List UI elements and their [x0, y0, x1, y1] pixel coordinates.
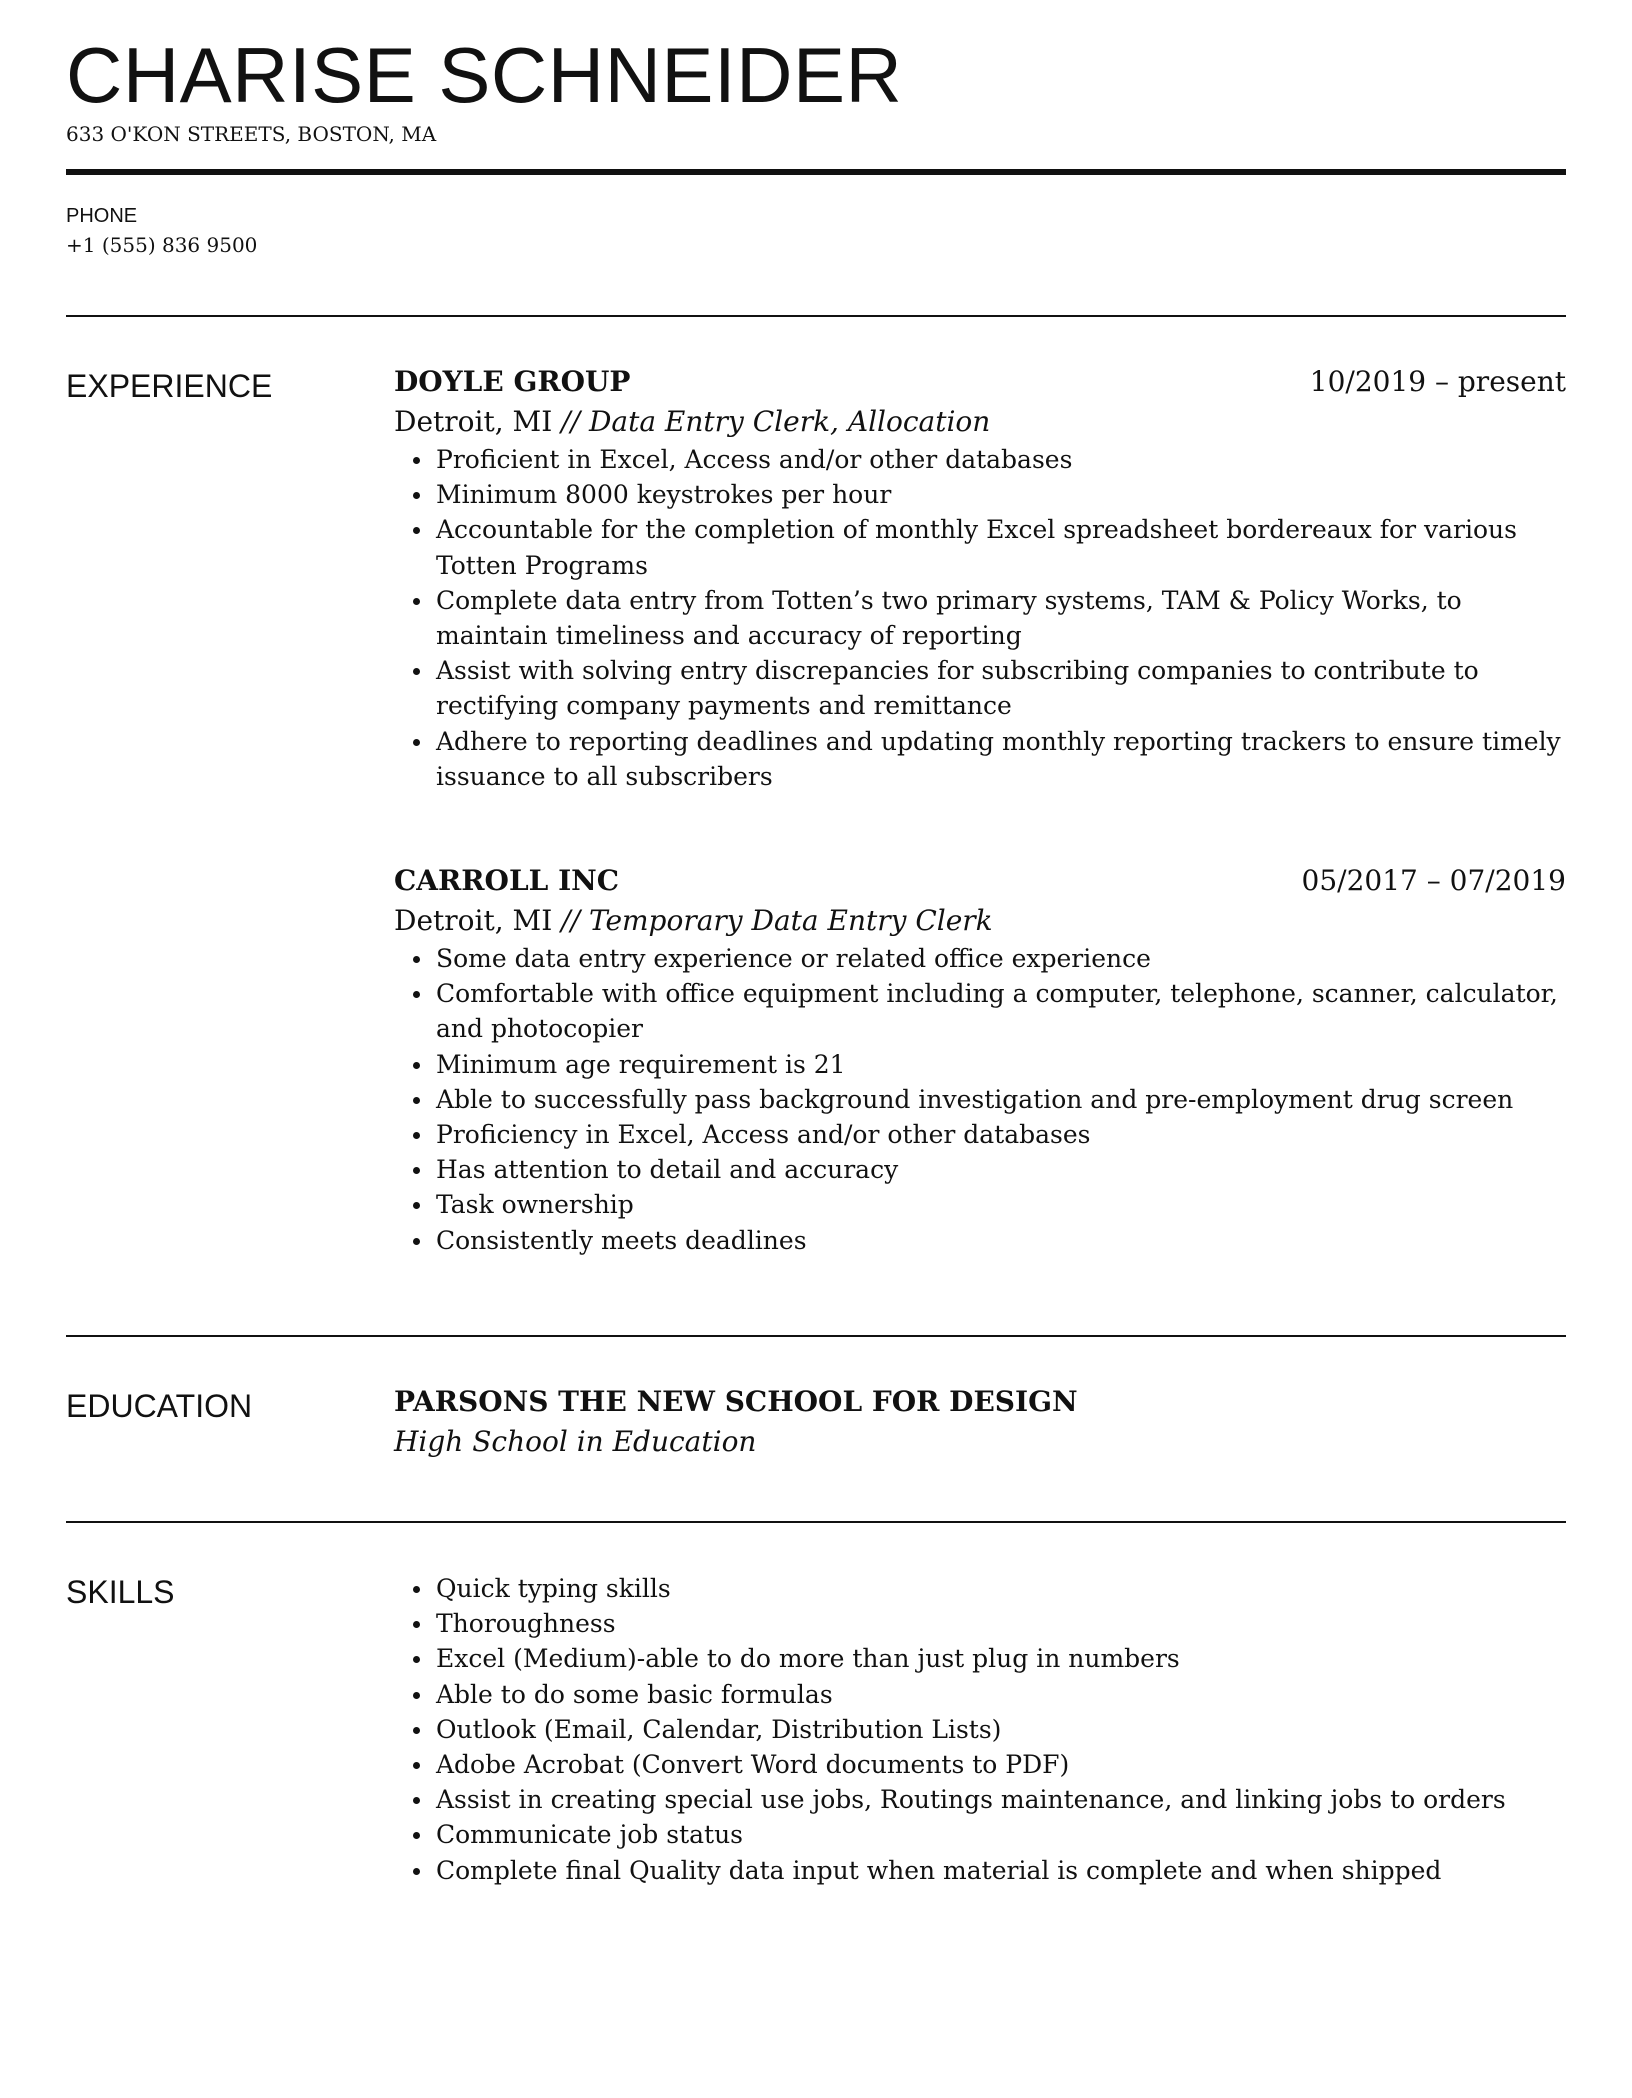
skill-item: Assist in creating special use jobs, Routings maintenance, and linking jobs to orders — [394, 1782, 1566, 1817]
job-entry — [394, 861, 1566, 1258]
skill-item: Thoroughness — [394, 1606, 1566, 1641]
job-role: Data Entry Clerk, Allocation — [588, 405, 991, 438]
candidate-name: CHARISE SCHNEIDER — [66, 31, 903, 119]
job-subtitle — [394, 402, 1566, 442]
job-header — [394, 861, 1566, 901]
job-bullet: Complete data entry from Totten’s two primary systems, TAM & Policy Works, to maintain timeliness and accuracy of reporting — [394, 583, 1566, 653]
job-bullet: Assist with solving entry discrepancies for subscribing companies to contribute to rectifying company payments and remittance — [394, 653, 1566, 723]
section-divider — [66, 1521, 1566, 1523]
job-separator: // — [552, 904, 589, 937]
skill-item: Adobe Acrobat (Convert Word documents to PDF) — [394, 1747, 1566, 1782]
job-bullet: Minimum 8000 keystrokes per hour — [394, 477, 1566, 512]
skill-item: Excel (Medium)-able to do more than just plug in numbers — [394, 1641, 1566, 1676]
education-entry — [394, 1382, 1566, 1462]
job-company: DOYLE GROUP — [394, 365, 631, 398]
job-subtitle — [394, 901, 1566, 941]
school-name: PARSONS THE NEW SCHOOL FOR DESIGN — [394, 1385, 1078, 1418]
job-bullet: Task ownership — [394, 1187, 1566, 1222]
job-separator: // — [552, 405, 589, 438]
header-divider — [66, 169, 1566, 175]
job-bullet-list — [394, 442, 1566, 794]
job-bullet: Comfortable with office equipment including a computer, telephone, scanner, calculator, and photocopier — [394, 976, 1566, 1046]
skills-entry — [394, 1571, 1566, 1888]
skill-item: Able to do some basic formulas — [394, 1677, 1566, 1712]
skills-section-title: SKILLS — [66, 1574, 175, 1610]
contact-label: PHONE — [66, 205, 138, 227]
job-header — [394, 362, 1566, 402]
job-entry — [394, 362, 1566, 794]
section-divider — [66, 315, 1566, 317]
job-dates: 10/2019 – present — [1309, 365, 1566, 398]
skill-item: Quick typing skills — [394, 1571, 1566, 1606]
job-bullet-list — [394, 941, 1566, 1258]
job-bullet: Has attention to detail and accuracy — [394, 1152, 1566, 1187]
skill-item: Communicate job status — [394, 1817, 1566, 1852]
section-divider — [66, 1335, 1566, 1337]
skill-item: Outlook (Email, Calendar, Distribution Lists) — [394, 1712, 1566, 1747]
job-bullet: Accountable for the completion of monthly Excel spreadsheet bordereaux for various Totten Programs — [394, 512, 1566, 582]
job-bullet: Consistently meets deadlines — [394, 1223, 1566, 1258]
job-company: CARROLL INC — [394, 864, 620, 897]
skill-item: Complete final Quality data input when material is complete and when shipped — [394, 1853, 1566, 1888]
job-role: Temporary Data Entry Clerk — [588, 904, 993, 937]
job-bullet: Some data entry experience or related office experience — [394, 941, 1566, 976]
job-location: Detroit, MI — [394, 904, 553, 937]
job-bullet: Able to successfully pass background investigation and pre-employment drug screen — [394, 1082, 1566, 1117]
job-bullet: Adhere to reporting deadlines and updating monthly reporting trackers to ensure timely issuance to all subscribers — [394, 724, 1566, 794]
skills-list — [394, 1571, 1566, 1888]
job-location: Detroit, MI — [394, 405, 553, 438]
degree: High School in Education — [394, 1425, 757, 1458]
job-dates: 05/2017 – 07/2019 — [1301, 864, 1566, 897]
job-bullet: Proficient in Excel, Access and/or other databases — [394, 442, 1566, 477]
phone-number: +1 (555) 836 9500 — [66, 233, 258, 257]
job-bullet: Minimum age requirement is 21 — [394, 1047, 1566, 1082]
education-section-title: EDUCATION — [66, 1388, 253, 1424]
experience-section-title: EXPERIENCE — [66, 368, 273, 404]
address: 633 O'KON STREETS, BOSTON, MA — [66, 122, 437, 146]
job-bullet: Proficiency in Excel, Access and/or other databases — [394, 1117, 1566, 1152]
